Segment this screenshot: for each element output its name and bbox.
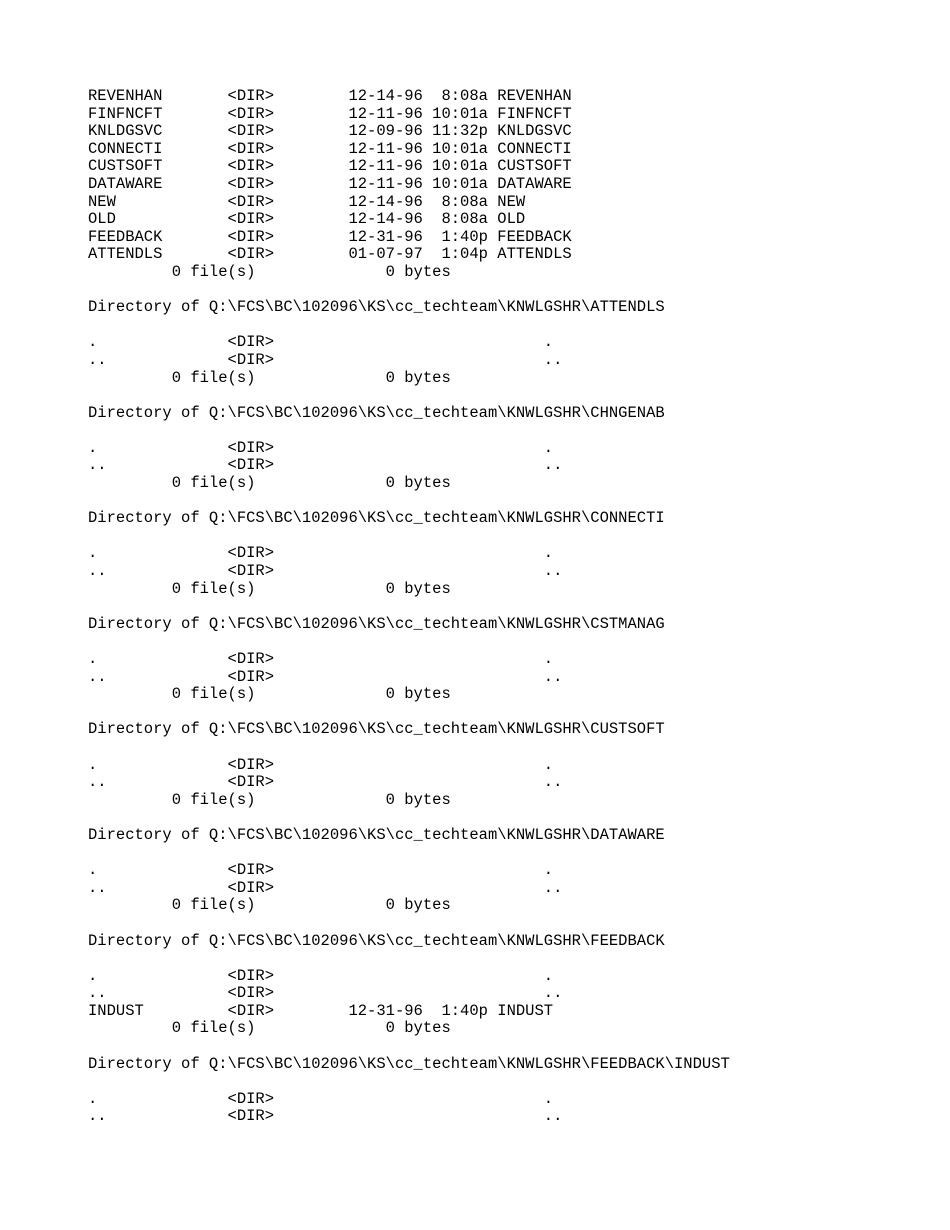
- blank-line: [88, 950, 730, 968]
- directory-entry: . <DIR> .: [88, 1089, 554, 1108]
- directory-entry: .. <DIR> ..: [88, 456, 563, 475]
- directory-header: Directory of Q:\FCS\BC\102096\KS\cc_techteam\KNWLGSHR\FEEDBACK: [88, 931, 665, 950]
- directory-entry: .. <DIR> ..: [88, 878, 563, 897]
- directory-entry: .. <DIR> ..: [88, 773, 563, 792]
- directory-entry: .. <DIR> ..: [88, 984, 563, 1003]
- blank-line: [88, 493, 730, 511]
- blank-line: [88, 1073, 730, 1091]
- directory-entry: CUSTSOFT <DIR> 12-11-96 10:01a CUSTSOFT: [88, 157, 572, 176]
- directory-header: Directory of Q:\FCS\BC\102096\KS\cc_techteam\KNWLGSHR\DATAWARE: [88, 825, 665, 844]
- directory-header: Directory of Q:\FCS\BC\102096\KS\cc_techteam\KNWLGSHR\FEEDBACK\INDUST: [88, 1054, 730, 1073]
- directory-header: Directory of Q:\FCS\BC\102096\KS\cc_techteam\KNWLGSHR\CONNECTI: [88, 509, 665, 528]
- blank-line: [88, 1038, 730, 1056]
- directory-entry: FEEDBACK <DIR> 12-31-96 1:40p FEEDBACK: [88, 227, 572, 246]
- file-count-summary: 0 file(s) 0 bytes: [88, 368, 451, 387]
- directory-entry: NEW <DIR> 12-14-96 8:08a NEW: [88, 192, 526, 211]
- directory-header: Directory of Q:\FCS\BC\102096\KS\cc_techteam\KNWLGSHR\CSTMANAG: [88, 614, 665, 633]
- blank-line: [88, 739, 730, 757]
- directory-entry: .. <DIR> ..: [88, 562, 563, 581]
- blank-line: [88, 317, 730, 335]
- directory-entry: . <DIR> .: [88, 966, 554, 985]
- directory-entry: . <DIR> .: [88, 438, 554, 457]
- file-count-summary: 0 file(s) 0 bytes: [88, 790, 451, 809]
- directory-entry: REVENHAN <DIR> 12-14-96 8:08a REVENHAN: [88, 87, 572, 105]
- directory-entry: .. <DIR> ..: [88, 350, 563, 369]
- blank-line: [88, 387, 730, 405]
- directory-entry: . <DIR> .: [88, 544, 554, 563]
- directory-entry: KNLDGSVC <DIR> 12-09-96 11:32p KNLDGSVC: [88, 122, 572, 141]
- directory-entry: FINFNCFT <DIR> 12-11-96 10:01a FINFNCFT: [88, 104, 572, 123]
- directory-entry: .. <DIR> ..: [88, 667, 563, 686]
- blank-line: [88, 915, 730, 933]
- directory-entry: ATTENDLS <DIR> 01-07-97 1:04p ATTENDLS: [88, 245, 572, 264]
- directory-entry: CONNECTI <DIR> 12-11-96 10:01a CONNECTI: [88, 139, 572, 158]
- file-count-summary: 0 file(s) 0 bytes: [88, 1019, 451, 1038]
- directory-entry: OLD <DIR> 12-14-96 8:08a OLD: [88, 210, 526, 229]
- blank-line: [88, 282, 730, 300]
- directory-entry: . <DIR> .: [88, 333, 554, 352]
- directory-entry: INDUST <DIR> 12-31-96 1:40p INDUST: [88, 1001, 554, 1020]
- blank-line: [88, 845, 730, 863]
- directory-header: Directory of Q:\FCS\BC\102096\KS\cc_techteam\KNWLGSHR\ATTENDLS: [88, 298, 665, 317]
- directory-listing: [88, 88, 730, 1126]
- file-count-summary: 0 file(s) 0 bytes: [88, 579, 451, 598]
- blank-line: [88, 598, 730, 616]
- blank-line: [88, 422, 730, 440]
- file-count-summary: 0 file(s) 0 bytes: [88, 896, 451, 915]
- file-count-summary: 0 file(s) 0 bytes: [88, 262, 451, 281]
- directory-entry: . <DIR> .: [88, 861, 554, 880]
- file-count-summary: 0 file(s) 0 bytes: [88, 474, 451, 493]
- directory-entry: . <DIR> .: [88, 755, 554, 774]
- file-count-summary: 0 file(s) 0 bytes: [88, 685, 451, 704]
- directory-entry: .. <DIR> ..: [88, 1107, 563, 1126]
- directory-entry: . <DIR> .: [88, 650, 554, 668]
- blank-line: [88, 528, 730, 546]
- directory-header: Directory of Q:\FCS\BC\102096\KS\cc_techteam\KNWLGSHR\CHNGENAB: [88, 403, 665, 422]
- blank-line: [88, 809, 730, 827]
- directory-entry: DATAWARE <DIR> 12-11-96 10:01a DATAWARE: [88, 174, 572, 193]
- directory-header: Directory of Q:\FCS\BC\102096\KS\cc_techteam\KNWLGSHR\CUSTSOFT: [88, 720, 665, 739]
- blank-line: [88, 633, 730, 651]
- blank-line: [88, 704, 730, 722]
